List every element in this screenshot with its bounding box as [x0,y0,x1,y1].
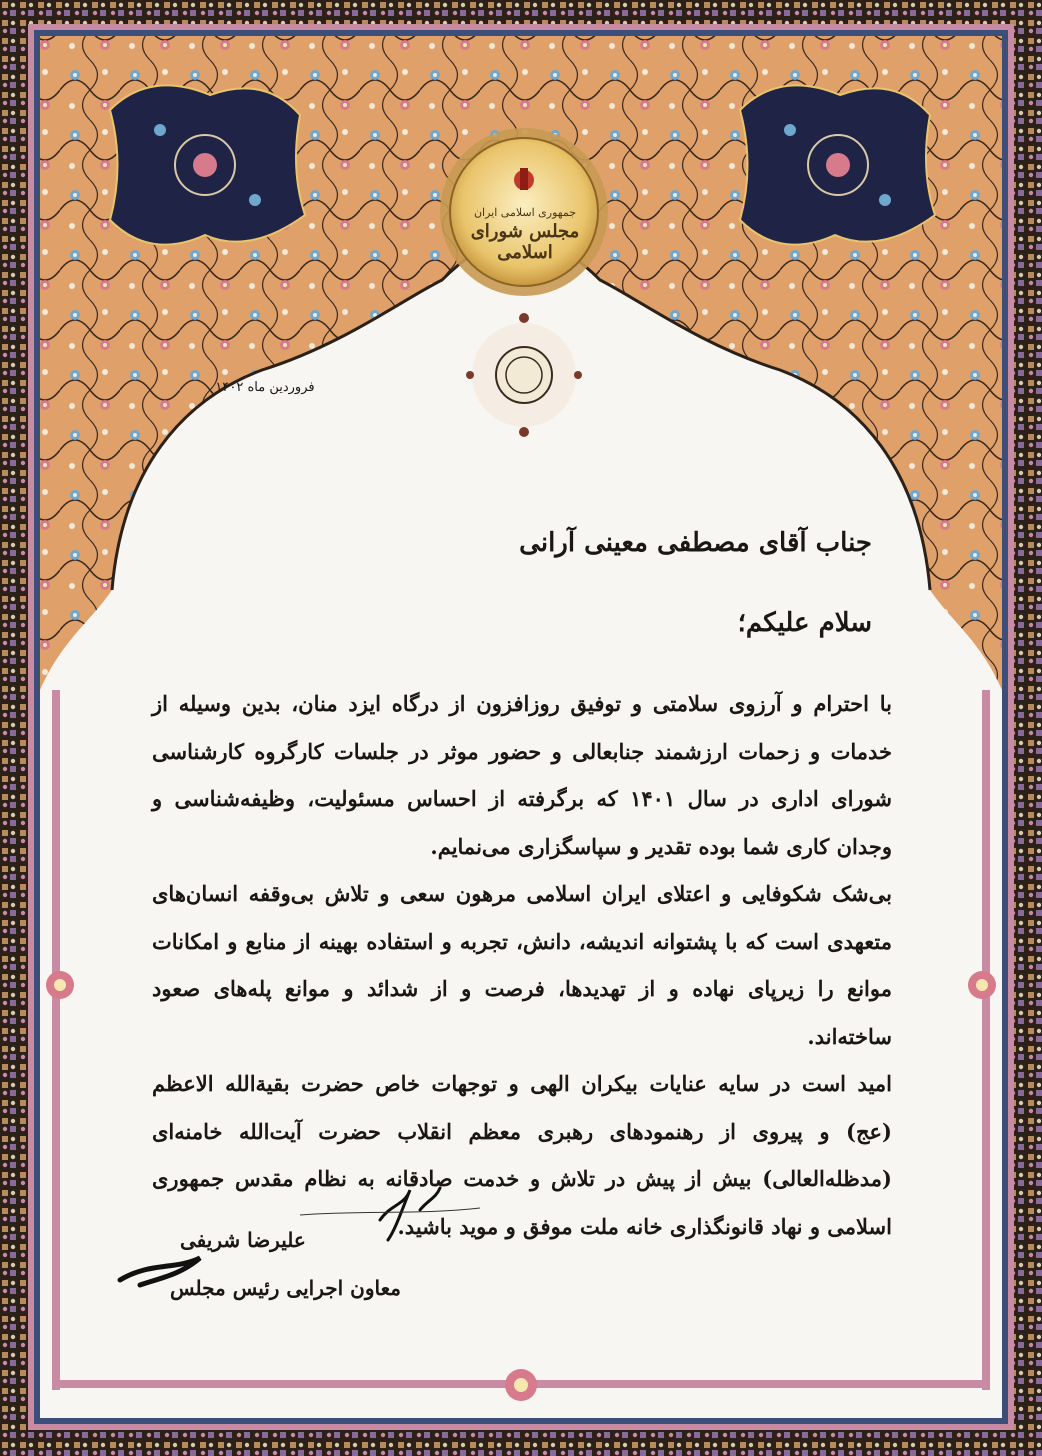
letter-date: فروردین ماه ۱۴۰۲ [215,380,315,395]
emblem-lettering: جمهوری اسلامی ایران مجلس شورای اسلامی [470,206,580,263]
left-medallion [110,85,305,244]
paragraph-3: امید است در سایه عنایات بیکران الهی و توجهات خاص حضرت بقیة‌الله الاعظم (عج) و پیروی از رهنمودهای رهبری معظم انقلاب حضرت آیت‌الله خامنه‌ای (مدظله‌العالی) بیش از پیش در تلاش و خدمت صادقانه به نظام مقدس جمهوری اسلامی و نهاد قانونگذاری خانه ملت موفق و موید باشید. [152,1071,892,1239]
right-medallion [740,85,935,244]
signatory-name: علیرضا شریفی [180,1228,306,1252]
greeting: سلام علیکم؛ [737,608,872,638]
letter-body [152,680,892,1250]
paragraph-1: با احترام و آرزوی سلامتی و توفیق روزافزون از درگاه ایزد منان، بدین وسیله از خدمات و زحمات ارزشمند جنابعالی و حضور موثر در جلسات کارگروه کارشناسی شورای اداری در سال ۱۴۰۱ که برگرفته از احساس مسئولیت، وظیفه‌شناسی و وجدان کاری شما بوده تقدیر و سپاسگزاری می‌نمایم. [152,691,892,859]
addressee: جناب آقای مصطفی معینی آرانی [519,528,872,558]
paragraph-2: بی‌شک شکوفایی و اعتلای ایران اسلامی مرهون سعی و تلاش بی‌وقفه انسان‌های متعهدی است که با پشتوانه اندیشه، دانش، تجربه و استفاده بهینه از منابع و امکانات موانع را زیرپای نهاده و از تهدیدها، فرصت و از شدائد و موانع پله‌های صعود ساخته‌اند. [152,881,892,1049]
signatory-title: معاون اجرایی رئیس مجلس [170,1276,401,1300]
